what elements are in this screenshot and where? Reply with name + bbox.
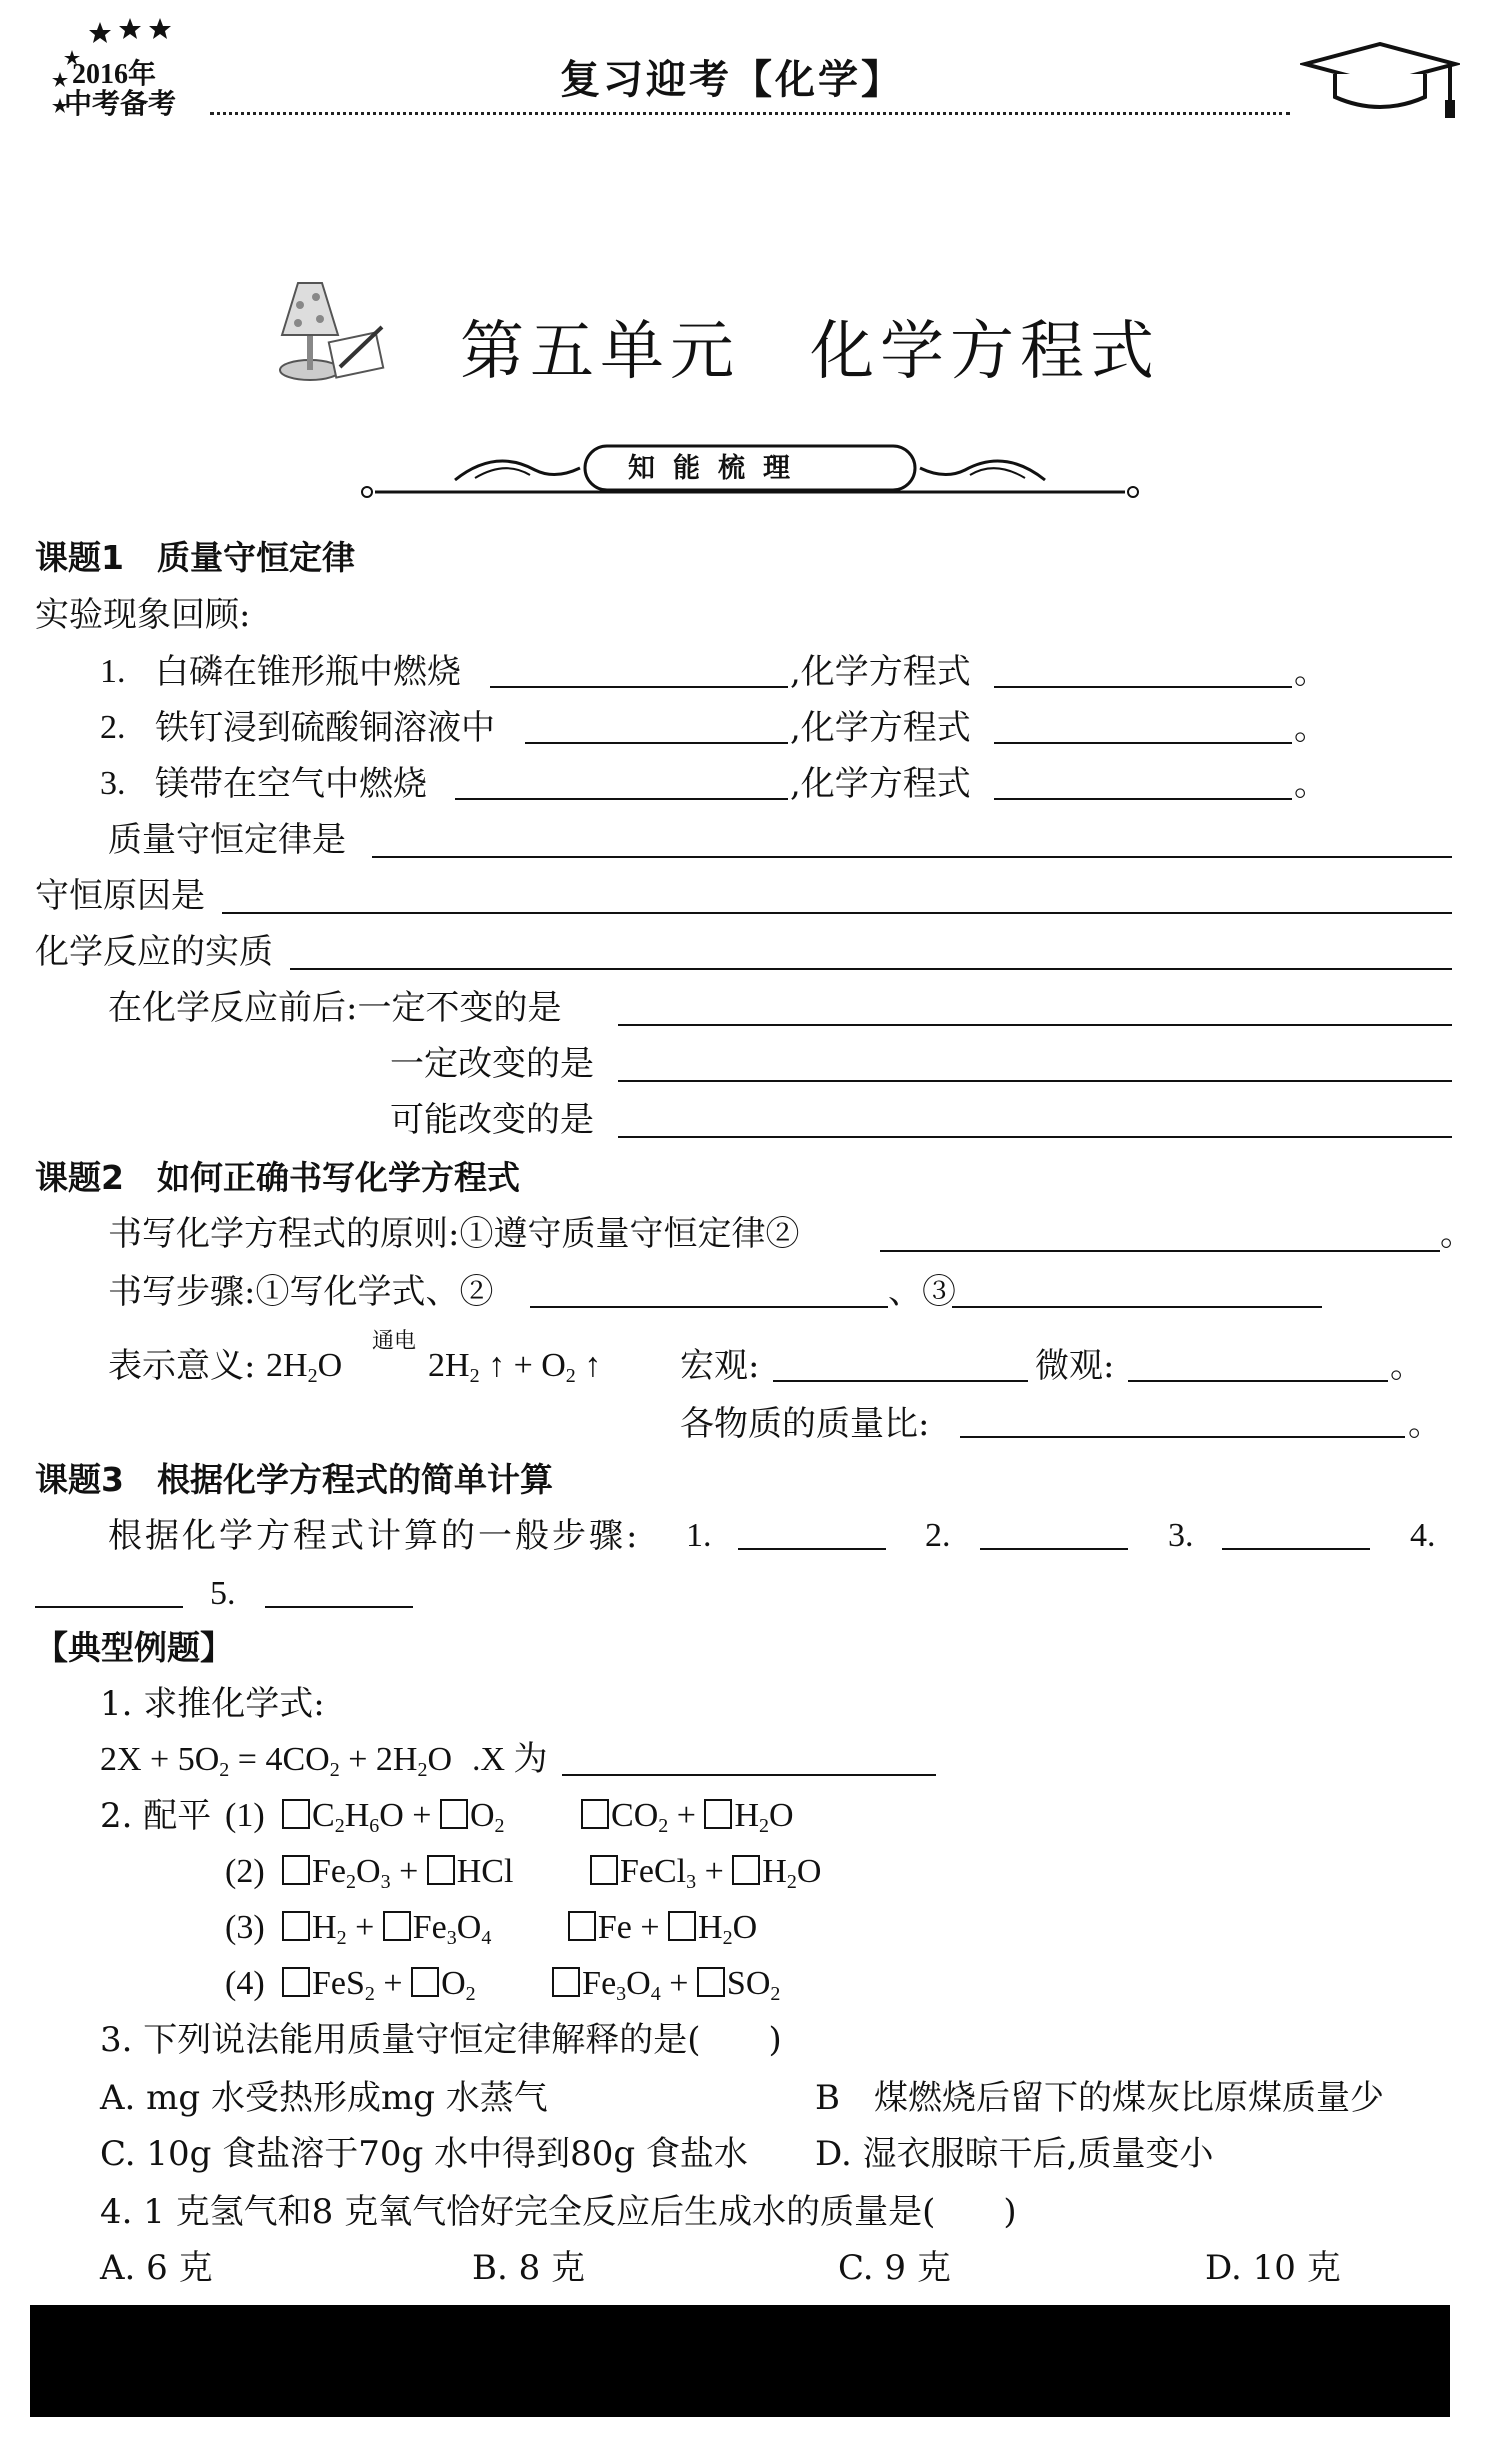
meaning-equation-right: $2H_2$ ↑ + $O_2$ ↑ <box>428 1347 602 1387</box>
essence-label: 化学反应的实质 <box>35 932 273 972</box>
calc-step-1-num: 1. <box>686 1517 712 1554</box>
macro-label: 宏观: <box>680 1346 760 1386</box>
calc-step-1-blank[interactable] <box>738 1548 886 1550</box>
macro-blank[interactable] <box>773 1380 1028 1382</box>
item2-num: 2. <box>100 709 126 746</box>
item3-blank-b[interactable] <box>994 798 1292 800</box>
calc-step-4-blank[interactable] <box>35 1606 183 1608</box>
calc-step-2-num: 2. <box>925 1517 951 1554</box>
item2-blank-b[interactable] <box>994 742 1292 744</box>
mass-ratio-end: 。 <box>1408 1404 1442 1444</box>
q1-blank[interactable] <box>562 1774 936 1776</box>
calc-step-3-num: 3. <box>1168 1517 1194 1554</box>
item1-text: 白磷在锥形瓶中燃烧 <box>155 652 461 692</box>
topic1-heading: 课题1 质量守恒定律 <box>35 538 355 577</box>
law-label: 质量守恒定律是 <box>108 820 346 860</box>
item1-end: 。 <box>1294 652 1328 692</box>
header-badge-text: 中考备考 <box>64 87 177 120</box>
header-title: 复习迎考【化学】 <box>560 56 904 103</box>
q2-label: 2. 配平 <box>100 1796 212 1836</box>
principle-blank[interactable] <box>880 1250 1440 1252</box>
q1-tail: .X 为 <box>472 1741 548 1778</box>
topic2-heading: 课题2 如何正确书写化学方程式 <box>35 1158 520 1197</box>
item3-num: 3. <box>100 765 126 802</box>
item2-end: 。 <box>1294 708 1328 748</box>
item1-blank-b[interactable] <box>994 686 1292 688</box>
mass-ratio-blank[interactable] <box>960 1436 1405 1438</box>
section-banner-label: 知能梳理 <box>628 453 808 484</box>
steps-label: 书写步骤:①写化学式、② <box>108 1272 494 1312</box>
calc-steps-label: 根据化学方程式计算的一般步骤: <box>108 1516 641 1556</box>
item2-text: 铁钉浸到硫酸铜溶液中 <box>155 708 495 748</box>
electrolysis-condition: 通电 <box>372 1329 417 1354</box>
item3-eq-label: ,化学方程式 <box>790 764 971 804</box>
steps-blank-2[interactable] <box>530 1306 888 1308</box>
calc-step-5-num: 5. <box>210 1575 236 1612</box>
item1-blank-a[interactable] <box>490 686 788 688</box>
q2-part4-num: (4) <box>225 1965 265 2002</box>
q2-part3-equation: $H_2 + Fe_3O_4$ $Fe + H_2O$ <box>282 1908 757 1958</box>
principle-label: 书写化学方程式的原则:①遵守质量守恒定律② <box>108 1214 800 1254</box>
calc-step-3-blank[interactable] <box>1222 1548 1370 1550</box>
micro-end: 。 <box>1390 1346 1424 1386</box>
q3-option-a[interactable]: A. mg 水受热形成mg 水蒸气 <box>100 2078 548 2118</box>
q4-option-c[interactable]: C. 9 克 <box>838 2248 951 2288</box>
q4-stem: 4. 1 克氢气和8 克氧气恰好完全反应后生成水的质量是( ) <box>100 2192 1017 2232</box>
topic1-review: 实验现象回顾: <box>35 595 251 635</box>
micro-blank[interactable] <box>1128 1380 1388 1382</box>
lamp-notebook-icon <box>270 275 390 385</box>
meaning-equation-left: $2H_2O$ <box>266 1347 343 1387</box>
may-change-blank[interactable] <box>618 1136 1452 1138</box>
reason-label: 守恒原因是 <box>35 876 205 916</box>
item3-blank-a[interactable] <box>455 798 788 800</box>
item3-text: 镁带在空气中燃烧 <box>155 764 427 804</box>
unchanged-blank[interactable] <box>618 1024 1452 1026</box>
topic3-heading: 课题3 根据化学方程式的简单计算 <box>35 1460 553 1499</box>
header-divider <box>210 112 1290 115</box>
item1-num: 1. <box>100 653 126 690</box>
essence-blank[interactable] <box>290 968 1452 970</box>
item2-blank-a[interactable] <box>525 742 788 744</box>
graduation-cap-icon <box>1300 42 1460 122</box>
header-year: 2016年 <box>72 59 157 90</box>
law-blank[interactable] <box>372 856 1452 858</box>
calc-step-4-num: 4. <box>1410 1517 1436 1554</box>
reason-blank[interactable] <box>222 912 1452 914</box>
q2-part2-equation: $Fe_2O_3$ + HCl FeCl$_3$ + $H_2O$ <box>282 1852 821 1902</box>
steps-label-3: 、③ <box>888 1272 956 1312</box>
q3-option-b[interactable]: B 煤燃烧后留下的煤灰比原煤质量少 <box>815 2078 1384 2118</box>
unit-title: 第五单元 化学方程式 <box>460 315 1160 389</box>
steps-blank-3[interactable] <box>952 1306 1322 1308</box>
calc-step-5-blank[interactable] <box>265 1606 413 1608</box>
q1-label: 1. 求推化学式: <box>100 1684 325 1724</box>
q4-option-a[interactable]: A. 6 克 <box>100 2248 213 2288</box>
q1-equation: $2X + 5O_2 = 4CO_2 + 2H_2O$ <box>100 1741 452 1781</box>
q2-part1-equation: $C_2H_6O + O_2$ $CO_2 + H_2O$ <box>282 1796 794 1846</box>
examples-heading: 【典型例题】 <box>35 1628 233 1667</box>
q3-option-d[interactable]: D. 湿衣服晾干后,质量变小 <box>815 2134 1214 2174</box>
unchanged-label: 在化学反应前后:一定不变的是 <box>108 988 562 1028</box>
q2-part3-num: (3) <box>225 1909 265 1946</box>
micro-label: 微观: <box>1035 1346 1115 1386</box>
must-change-label: 一定改变的是 <box>390 1044 594 1084</box>
q4-option-d[interactable]: D. 10 克 <box>1205 2248 1341 2288</box>
principle-end: 。 <box>1440 1214 1474 1254</box>
q3-option-c[interactable]: C. 10g 食盐溶于70g 水中得到80g 食盐水 <box>100 2134 748 2174</box>
item1-eq-label: ,化学方程式 <box>790 652 971 692</box>
q2-part2-num: (2) <box>225 1853 265 1890</box>
calc-step-2-blank[interactable] <box>980 1548 1128 1550</box>
must-change-blank[interactable] <box>618 1080 1452 1082</box>
item2-eq-label: ,化学方程式 <box>790 708 971 748</box>
item3-end: 。 <box>1294 764 1328 804</box>
may-change-label: 可能改变的是 <box>390 1100 594 1140</box>
footer-black-bar <box>30 2305 1450 2417</box>
q2-part4-equation: $FeS_2 + O_2$ $Fe_3O_4 + SO_2$ <box>282 1964 780 2014</box>
q3-stem: 3. 下列说法能用质量守恒定律解释的是( ) <box>100 2020 782 2060</box>
mass-ratio-label: 各物质的质量比: <box>680 1404 930 1444</box>
meaning-label: 表示意义: <box>108 1346 256 1386</box>
q2-part1-num: (1) <box>225 1797 265 1834</box>
q4-option-b[interactable]: B. 8 克 <box>472 2248 586 2288</box>
